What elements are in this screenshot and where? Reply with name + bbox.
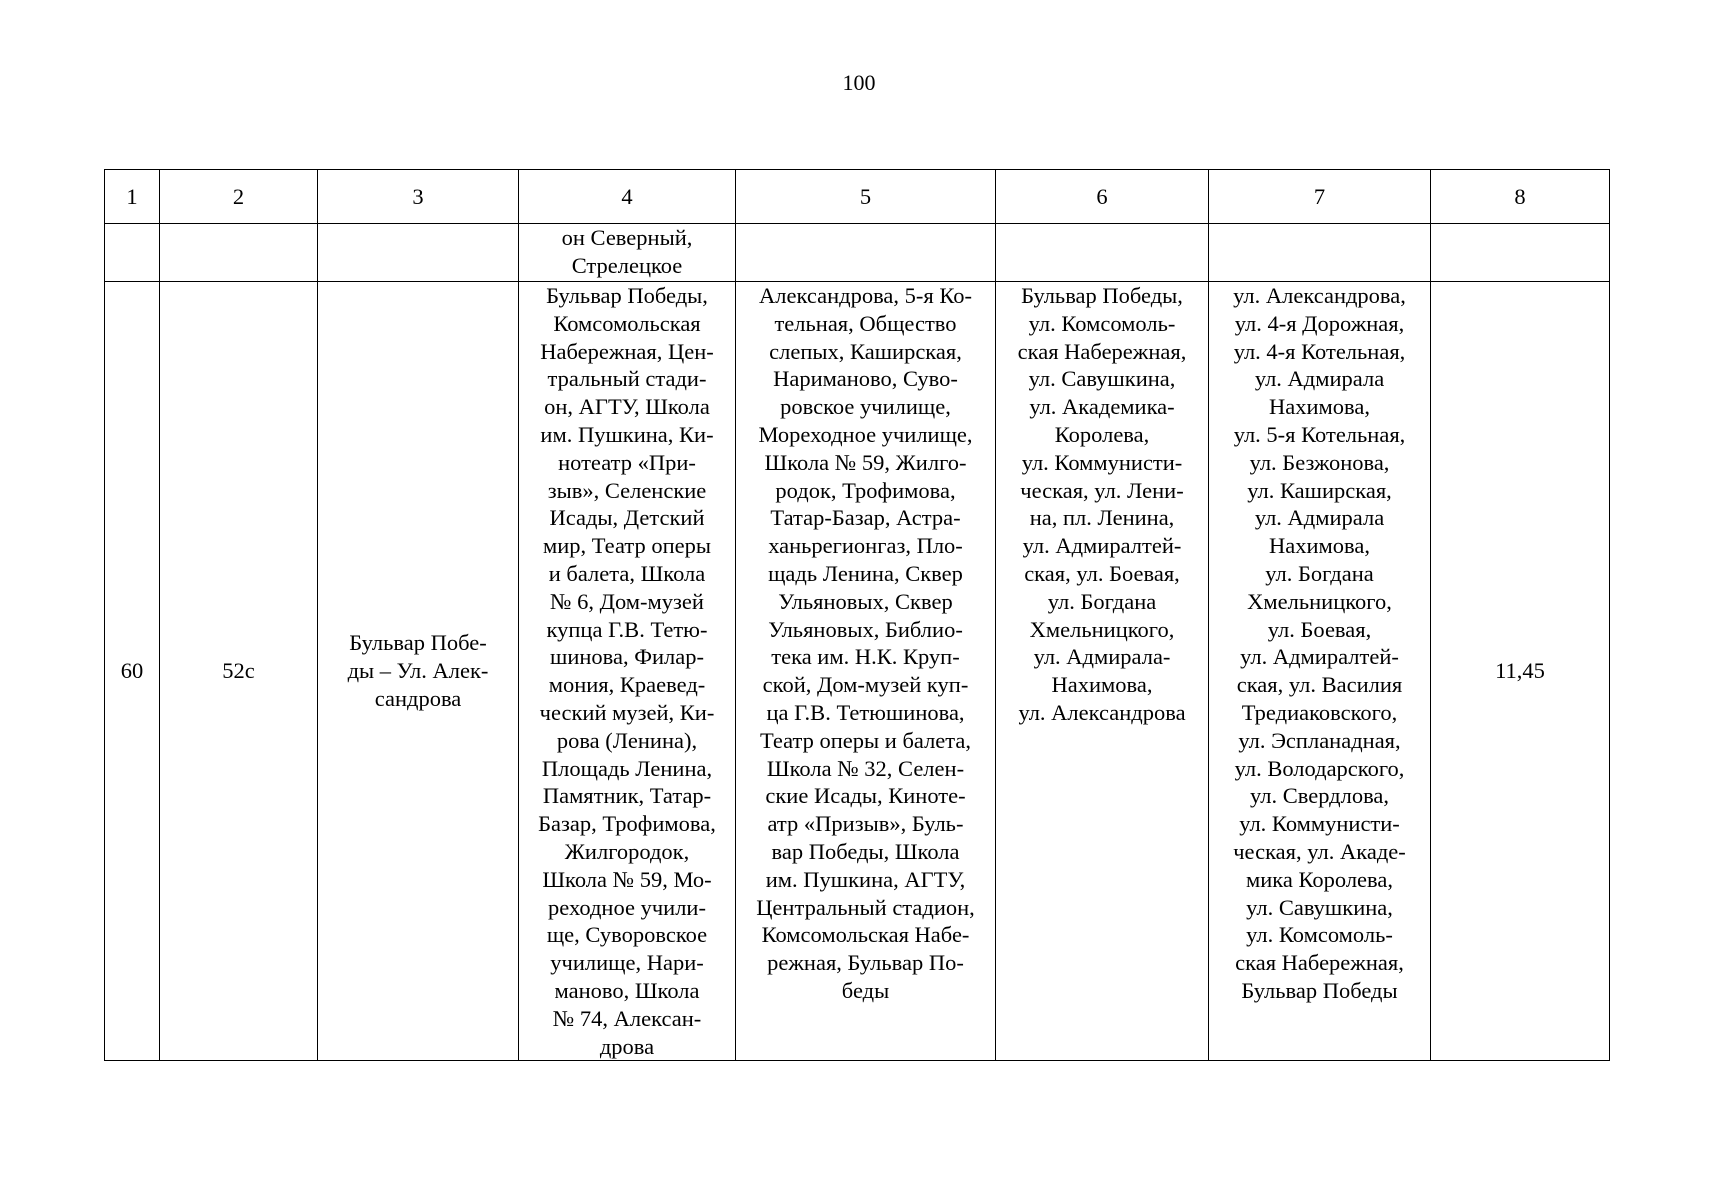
text-line: ская Набережная, [1017, 338, 1187, 364]
text-line: Татар-Базар, Астра- [770, 505, 961, 531]
header-cell-3: 3 [318, 170, 519, 224]
text-line: ул. Свердлова, [1249, 783, 1390, 809]
text-line: ческая, ул. Акаде- [1233, 838, 1406, 864]
reverse-stops-cell [736, 282, 996, 1061]
text-line: Комсомольская Набе- [761, 922, 970, 948]
text-line: ул. 4-я Дорожная, [1234, 310, 1405, 336]
forward-streets-lines [999, 282, 1205, 727]
route-length: 11,45 [1431, 282, 1610, 1061]
continuation-stops-cell [519, 224, 736, 282]
header-cell-7: 7 [1209, 170, 1431, 224]
text-line: Набережная, Цен- [540, 338, 714, 364]
text-line: Мореходное училище, [758, 421, 973, 447]
route-name-lines [321, 629, 515, 712]
text-line: ул. Коммунисти- [1021, 449, 1183, 475]
text-line: ул. Эспланадная, [1238, 727, 1401, 753]
text-line: сандрова [374, 686, 462, 712]
text-line: атр «Призыв», Буль- [767, 811, 964, 837]
text-line: ул. Адмиралтей- [1022, 533, 1182, 559]
text-line: Александрова, 5-я Ко- [759, 283, 972, 308]
continuation-cell-8 [1431, 224, 1610, 282]
text-line: дрова [599, 1033, 655, 1059]
route-row-number: 60 [105, 282, 160, 1061]
text-line: училище, Нари- [550, 950, 704, 976]
text-line: ул. Каширская, [1247, 477, 1392, 503]
text-line: Ульяновых, Сквер [778, 588, 953, 614]
text-line: ул. Богдана [1265, 560, 1374, 586]
text-line: ул. Комсомоль- [1028, 310, 1176, 336]
continuation-cell-6 [996, 224, 1209, 282]
reverse-streets-lines [1212, 282, 1427, 1005]
text-line: ул. Володарского, [1234, 755, 1405, 781]
text-line: Бульвар Победы [1241, 977, 1398, 1003]
text-line: ул. Адмирала [1254, 366, 1385, 392]
text-line: Тредиаковского, [1241, 699, 1398, 725]
text-line: ская, ул. Василия [1236, 672, 1403, 698]
text-line: купца Г.В. Тетю- [546, 616, 708, 642]
header-cell-6: 6 [996, 170, 1209, 224]
text-line: тральный стади- [547, 366, 707, 392]
text-line: вар Победы, Школа [771, 838, 960, 864]
header-cell-2: 2 [160, 170, 318, 224]
text-line: родок, Трофимова, [775, 477, 956, 503]
text-line: Бульвар Победы, [1021, 283, 1183, 308]
text-line: ул. Безжонова, [1249, 449, 1390, 475]
text-line: Нахимова, [1051, 672, 1153, 698]
text-line: шинова, Филар- [550, 644, 704, 670]
text-line: Комсомольская [553, 310, 701, 336]
text-line: Школа № 59, Мо- [542, 866, 712, 892]
text-line: Хмельницкого, [1247, 588, 1392, 614]
text-line: ул. 5-я Котельная, [1233, 421, 1406, 447]
text-line: Исады, Детский [549, 505, 705, 531]
continuation-cell-3 [318, 224, 519, 282]
text-line: мика Королева, [1246, 866, 1393, 892]
text-line: Бульвар Побе- [349, 630, 487, 656]
text-line: Нахимова, [1269, 533, 1370, 559]
forward-stops-cell [519, 282, 736, 1061]
text-line: им. Пушкина, Ки- [540, 421, 714, 447]
page-number: 100 [842, 70, 876, 95]
continuation-cell-1 [105, 224, 160, 282]
reverse-streets-cell [1209, 282, 1431, 1061]
text-line: ул. Адмирала- [1033, 644, 1171, 670]
text-line: Площадь Ленина, [541, 755, 713, 781]
text-line: тельная, Общество [774, 310, 957, 336]
text-line: рова (Ленина), [556, 727, 698, 753]
text-line: ул. Боевая, [1267, 616, 1372, 642]
route-row [105, 282, 1610, 1061]
header-row [105, 170, 1610, 224]
continuation-row [105, 224, 1610, 282]
text-line: слепых, Каширская, [769, 338, 962, 364]
reverse-stops-lines [739, 282, 992, 1005]
text-line: ул. Комсомоль- [1246, 922, 1393, 948]
header-cell-5: 5 [736, 170, 996, 224]
text-line: ул. Савушкина, [1246, 894, 1393, 920]
text-line: ул. Савушкина, [1028, 366, 1176, 392]
text-line: реходное учили- [548, 894, 706, 920]
text-line: ровское училище, [780, 394, 951, 420]
text-line: № 74, Алексан- [552, 1005, 702, 1031]
text-line: ул. Богдана [1047, 588, 1157, 614]
text-line: ханьрегионгаз, Пло- [768, 533, 963, 559]
text-line: беды [841, 977, 890, 1003]
text-line: щадь Ленина, Сквер [768, 560, 963, 586]
forward-stops-lines [522, 282, 732, 1060]
text-line: режная, Бульвар По- [767, 950, 964, 976]
text-line: ская Набережная, [1235, 950, 1404, 976]
text-line: ул. Академика- [1029, 394, 1175, 420]
text-line: маново, Школа [554, 977, 700, 1003]
text-line: тека им. Н.К. Круп- [771, 644, 960, 670]
text-line: Нахимова, [1269, 394, 1370, 420]
text-line: Жилгородок, [564, 838, 690, 864]
text-line: ул. Адмирала [1254, 505, 1385, 531]
text-line: Базар, Трофимова, [538, 811, 716, 837]
text-line: Нариманово, Суво- [773, 366, 958, 392]
text-line: зыв», Селенские [547, 477, 707, 503]
text-line: мир, Театр оперы [543, 533, 711, 559]
route-table [104, 169, 1610, 1061]
text-line: Бульвар Победы, [546, 283, 708, 308]
text-line: мония, Краевед- [548, 672, 706, 698]
text-line: Королева, [1054, 421, 1150, 447]
route-name-cell [318, 282, 519, 1061]
text-line: № 6, Дом-музей [550, 588, 704, 614]
text-line: Хмельницкого, [1029, 616, 1175, 642]
header-cell-1: 1 [105, 170, 160, 224]
text-line: ды – Ул. Алек- [347, 658, 489, 684]
text-line: ческая, ул. Лени- [1020, 477, 1184, 503]
text-line: Школа № 59, Жилго- [764, 449, 967, 475]
text-line: Центральный стадион, [756, 894, 975, 920]
text-line: ская, ул. Боевая, [1024, 560, 1180, 586]
text-line: ул. Адмиралтей- [1240, 644, 1399, 670]
text-line: Ульяновых, Библио- [768, 616, 963, 642]
text-line: Стрелецкое [571, 252, 683, 278]
text-line: Памятник, Татар- [542, 783, 712, 809]
text-line: ул. Александрова [1018, 699, 1186, 725]
header-cell-4: 4 [519, 170, 736, 224]
text-line: им. Пушкина, АГТУ, [765, 866, 966, 892]
text-line: нотеатр «При- [558, 449, 696, 475]
continuation-cell-7 [1209, 224, 1431, 282]
route-code: 52с [160, 282, 318, 1061]
continuation-cell-5 [736, 224, 996, 282]
text-line: ул. Александрова, [1233, 283, 1406, 308]
header-cell-8: 8 [1431, 170, 1610, 224]
text-line: Школа № 32, Селен- [766, 755, 965, 781]
text-line: ской, Дом-музей куп- [762, 672, 969, 698]
text-line: ул. 4-я Котельная, [1233, 338, 1406, 364]
text-line: ские Исады, Киноте- [765, 783, 966, 809]
text-line: на, пл. Ленина, [1029, 505, 1175, 531]
text-line: и балета, Школа [548, 560, 706, 586]
continuation-stops-lines [522, 224, 732, 280]
text-line: ца Г.В. Тетюшинова, [766, 699, 965, 725]
text-line: он Северный, [561, 225, 693, 250]
continuation-cell-2 [160, 224, 318, 282]
text-line: ще, Суворовское [546, 922, 708, 948]
forward-streets-cell [996, 282, 1209, 1061]
text-line: он, АГТУ, Школа [544, 394, 710, 420]
text-line: ул. Коммунисти- [1239, 811, 1400, 837]
text-line: Театр оперы и балета, [759, 727, 972, 753]
text-line: ческий музей, Ки- [539, 699, 715, 725]
